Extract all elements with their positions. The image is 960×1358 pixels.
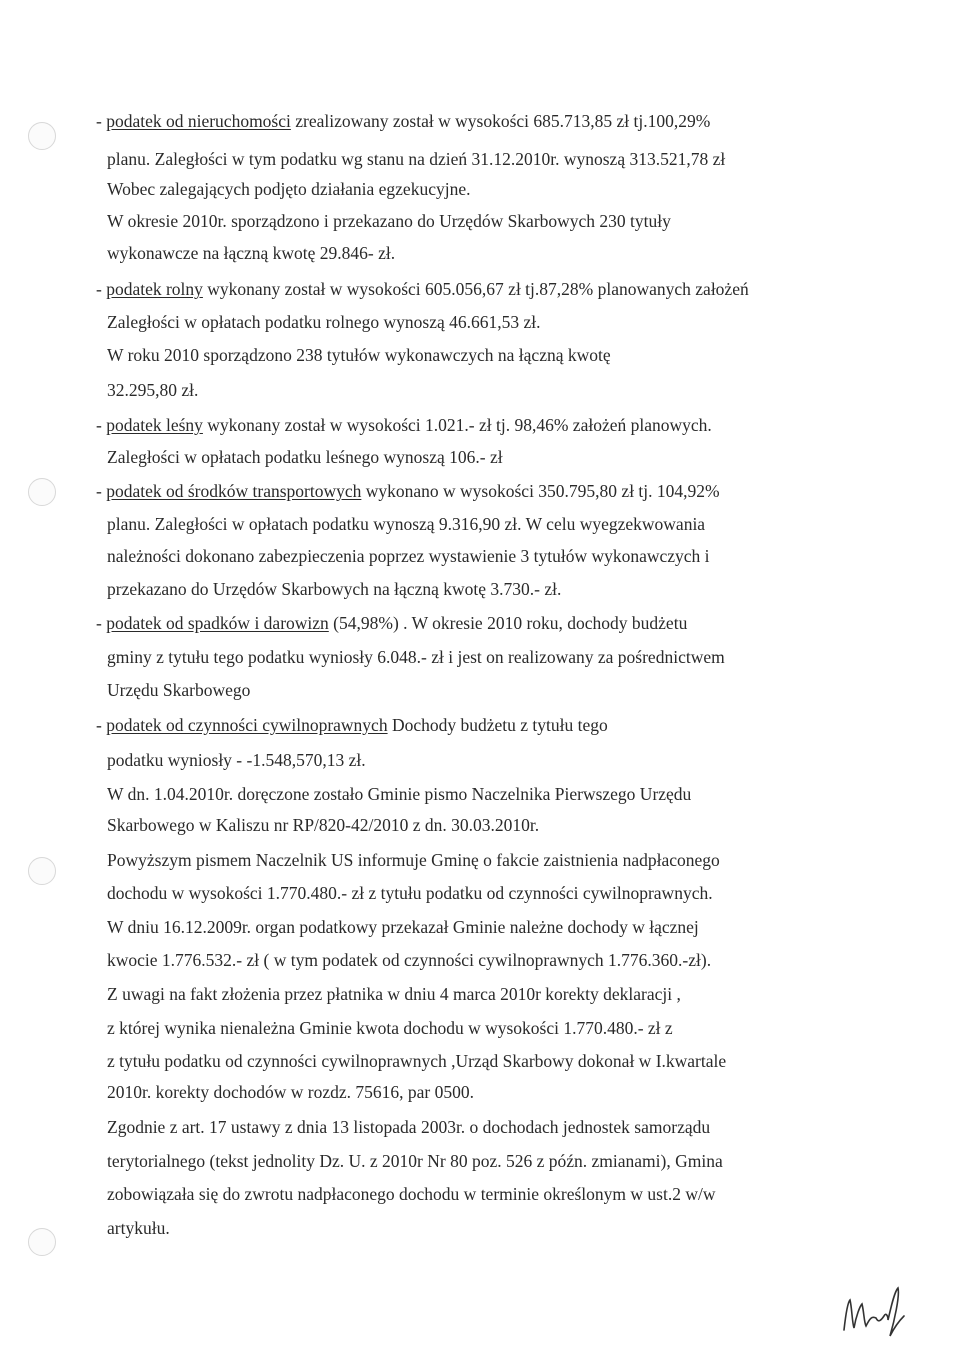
- text-line: 2010r. korekty dochodów w rozdz. 75616, par 0500.: [107, 1082, 474, 1102]
- text-line: [96, 110, 710, 132]
- text-line: [96, 278, 749, 300]
- text-line: [96, 414, 712, 436]
- text-line: Z uwagi na fakt złożenia przez płatnika w dniu 4 marca 2010r korekty deklaracji ,: [107, 984, 681, 1004]
- text-line: [96, 480, 720, 502]
- underlined-tax-name: podatek od nieruchomości: [106, 111, 291, 131]
- text-line: W roku 2010 sporządzono 238 tytułów wykonawczych na łączną kwotę: [107, 345, 611, 365]
- text-line: podatku wyniosły - -1.548,570,13 zł.: [107, 750, 366, 770]
- list-dash: -: [96, 415, 107, 435]
- handwritten-signature: [838, 1282, 908, 1342]
- underlined-tax-name: podatek leśny: [106, 415, 203, 435]
- text-line: W dn. 1.04.2010r. doręczone zostało Gminie pismo Naczelnika Pierwszego Urzędu: [107, 784, 692, 804]
- text-line: z której wynika nienależna Gminie kwota dochodu w wysokości 1.770.480.- zł z: [107, 1018, 673, 1038]
- punch-hole: [28, 1228, 56, 1256]
- list-dash: -: [96, 111, 107, 131]
- text-line: [96, 714, 608, 736]
- text-line: należności dokonano zabezpieczenia poprzez wystawienie 3 tytułów wykonawczych i: [107, 546, 710, 566]
- text-line: [96, 612, 687, 634]
- text-line: planu. Zaległości w tym podatku wg stanu na dzień 31.12.2010r. wynoszą 313.521,78 zł: [107, 149, 726, 169]
- text-line: terytorialnego (tekst jednolity Dz. U. z 2010r Nr 80 poz. 526 z późn. zmianami), Gmina: [107, 1151, 723, 1171]
- underlined-tax-name: podatek od środków transportowych: [106, 481, 362, 501]
- line-text: wykonany został w wysokości 605.056,67 zł tj.87,28% planowanych założeń: [202, 279, 749, 299]
- list-dash: -: [96, 279, 107, 299]
- text-line: Skarbowego w Kaliszu nr RP/820-42/2010 z dn. 30.03.2010r.: [107, 815, 540, 835]
- text-line: Zaległości w opłatach podatku rolnego wynoszą 46.661,53 zł.: [107, 312, 541, 332]
- list-dash: -: [96, 613, 107, 633]
- text-line: W dniu 16.12.2009r. organ podatkowy przekazał Gminie należne dochody w łącznej: [107, 917, 699, 937]
- text-line: Wobec zalegających podjęto działania egzekucyjne.: [107, 179, 471, 199]
- punch-hole: [28, 857, 56, 885]
- text-line: wykonawcze na łączną kwotę 29.846- zł.: [107, 243, 396, 263]
- text-line: Zaległości w opłatach podatku leśnego wynoszą 106.- zł: [107, 447, 503, 467]
- text-line: gminy z tytułu tego podatku wyniosły 6.048.- zł i jest on realizowany za pośrednictwem: [107, 647, 725, 667]
- text-line: kwocie 1.776.532.- zł ( w tym podatek od czynności cywilnoprawnych 1.776.360.-zł).: [107, 950, 712, 970]
- text-line: Powyższym pismem Naczelnik US informuje Gminę o fakcie zaistnienia nadpłaconego: [107, 850, 720, 870]
- text-line: artykułu.: [107, 1218, 170, 1238]
- text-line: W okresie 2010r. sporządzono i przekazano do Urzędów Skarbowych 230 tytuły: [107, 211, 671, 231]
- line-text: Dochody budżetu z tytułu tego: [387, 715, 608, 735]
- text-line: planu. Zaległości w opłatach podatku wynoszą 9.316,90 zł. W celu wyegzekwowania: [107, 514, 706, 534]
- underlined-tax-name: podatek od spadków i darowizn: [106, 613, 329, 633]
- line-text: wykonany został w wysokości 1.021.- zł tj. 98,46% założeń planowych.: [202, 415, 712, 435]
- text-line: dochodu w wysokości 1.770.480.- zł z tytułu podatku od czynności cywilnoprawnych.: [107, 883, 713, 903]
- text-line: przekazano do Urzędów Skarbowych na łączną kwotę 3.730.- zł.: [107, 579, 562, 599]
- line-text: zrealizowany został w wysokości 685.713,85 zł tj.100,29%: [290, 111, 711, 131]
- list-dash: -: [96, 481, 107, 501]
- underlined-tax-name: podatek rolny: [106, 279, 203, 299]
- text-line: zobowiązała się do zwrotu nadpłaconego dochodu w terminie określonym w ust.2 w/w: [107, 1184, 716, 1204]
- text-line: z tytułu podatku od czynności cywilnoprawnych ,Urząd Skarbowy dokonał w I.kwartale: [107, 1051, 727, 1071]
- line-text: wykonano w wysokości 350.795,80 zł tj. 104,92%: [361, 481, 720, 501]
- text-line: Urzędu Skarbowego: [107, 680, 251, 700]
- punch-hole: [28, 478, 56, 506]
- underlined-tax-name: podatek od czynności cywilnoprawnych: [106, 715, 388, 735]
- list-dash: -: [96, 715, 107, 735]
- punch-hole: [28, 122, 56, 150]
- text-line: Zgodnie z art. 17 ustawy z dnia 13 listopada 2003r. o dochodach jednostek samorządu: [107, 1117, 711, 1137]
- line-text: (54,98%) . W okresie 2010 roku, dochody budżetu: [328, 613, 688, 633]
- text-line: 32.295,80 zł.: [107, 380, 199, 400]
